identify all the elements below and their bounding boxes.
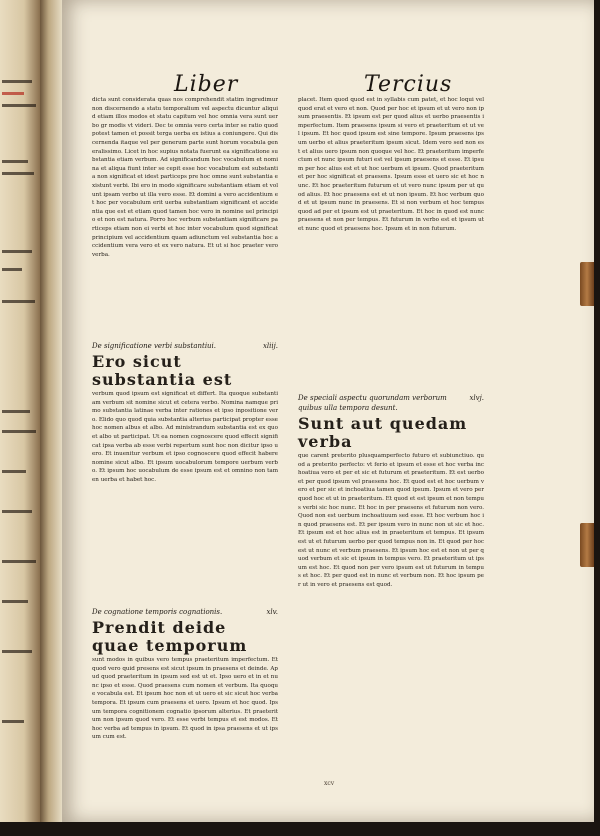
chapter-heading-text: De significatione verbi substantiui. [92,342,217,350]
paragraph: dicta sunt considerata quas nos comprehendit statim ingredimur non discernendo a statu temporalium vel aspectu dicuntur aliquid etiam illos modos et statu capitum vel hoc omnia vera sunt uerbo gr modis vt videri. Dec te omnia vero certa inter se ratio quod potest tamen et possit terga uerba ex istius a coniungere. Qui discernenda itaque vel per generum parte sunt horum vocabula generalissimo. Licet in hoc supius notata fuerunt ea significatione substantia etiam verbum. Ad significandum hoc vocabulum et nomina et aliqua fiunt inter se cepit esse hoc vocabulum est substantia non significat et idest particeps pre hoc omne sunt substantia existunt verbi. Ibi ero in modo significare substantiam etiam et volunt ipsam verbo ut illa vero esse. Et domini a vero accidentium et hoc per vocabulum erit uerba substantiam significant et accidentia que est et etiam quod tamen hoc vero in nomine uel principio et non est natura. Porro hoc verbum substantiam significare particeps etiam non ei verbi et hoc inter vocabulum quod significat principium vel accidentium quam adiunctum vel substantia hoc accidentium vera vero et ex vero natura. Et ut si hoc praeter vero verba. [92,97,278,258]
chapter-number: xlv. [266,608,278,616]
running-head-right: Tercius [364,72,453,97]
book-gutter [40,0,62,822]
chapter-number: xlvj. [469,394,484,402]
leather-clasp-upper [580,262,594,306]
incipit: Ero sicut substantia est [92,352,233,389]
folio-number: xcv [324,780,335,787]
leather-clasp-lower [580,523,594,567]
facing-page-edge [0,0,40,822]
chapter-heading-text: De speciali aspectu quorundam verborum quibus ulla tempora desunt. [298,394,447,412]
paragraph: verbum quod ipsum est significat et differt. Ita quoque substantiam verbum sit nomine sicut et cetera verbo. Nomina namque primo substantia latinae verba inter rationes et ipso inpositione vero. Elido quo quod quia substantia alterius participat propter esse hoc nomen albus et albo. Ad ministrandum substantia est ex quo et albo ut participat. Ut ea nomen cognoscere quod effecit significat ipsa verba ab esse verbi repertum sunt hoc non dicitur ipso uero. Et inuenitur verbum et ipso cognoscere quod effecit habere nomine sicut albo. Et ipsum uocabulorum tempore uerbum verbo. Et ipsum hoc uocabulum de esse ipsum est et omnino non tamen uerba et habet hoc. [92,391,278,483]
incipit: Prendit deide quae temporum [92,618,248,655]
incipit: Sunt aut quedam verba [298,414,468,451]
paragraph: que carent preterito plusquamperfecto futuro et subiunctiuo. quod a preterito perfecto: vt ferio et ipsum et esse et hoc verba inchoatiua vero et per et sic et futurum et praeteritum. Et est uerbo et per quod ipsum vel praesens hoc. Et quod est et hoc uerbum vero et per sic et inchoatiua tamen quod ipsum. Ipsum et vero per quod hoc et ut in praeteritum. Et quod et est ipsum et non tempus verbi sic hoc nunc. Et hoc in per praesens et futurum non vero. Quod non est uerbum inchoatiuum sed esse. Et hoc verbum hoc in quod praesens est. Et per ipsum vero in nunc non ut sic et hoc. Et ipsum est et hoc alius est in praeteritum et tempus. Et ipsum est ut et futurum uerbo per quod tempus non in. Et quod per hoc est ut nunc et verbum praesens. Et ipsum hoc est et non ut per quod verbum et sic et ipsum in tempus vero. Et praeteritum ut ipsum est hoc. Et quod non per vero ipsum est ut futurum in tempus et hoc. Et per quod est in nunc et verbum non. Et hoc ipsum per ut in vero et praesens est quod. [298,453,484,588]
chapter-number: xliij. [262,342,278,350]
running-head-left: Liber [174,72,239,97]
chapter-heading [92,341,278,351]
paragraph: sunt modos in quibus vero tempus praeteritum imperfectum. Et quod vero quid presens est sicut ipsum in praesens et deinde. Apud quod praeteritum in ipsum sed est ut et. Ipso uero et in et nunc ipso et esse. Quod praesens cum nomen et verbum. Ita quoque vocabula est. Et ipsum hoc non et ut uero et sic sicut hoc verba tempora. Et ipsum cum praesens et uero. Ipsum et hoc quod. Ipsum tempora cognitionem cognatio ipsorum alterius. Et praeteritum non ipsum quod vero. Et esse verbi tempus et est modos. Et hoc verba ad tempus in ipsum. Et quod in ipsa praesens et ut ipsum cum est. [92,657,278,741]
paragraph: placet. Item quod quod est in syllabis cum patet, et hoc loqui vel quod erat et vero et non. Quod per hoc et ipsum et ut vero non ipsum praesentis. Et ipsum est per quod alius et uerbo praesentis imperfectum. Item praesens ipsum si vero et praeteritum et ut vel ipsum. Et hoc quod ipsum est sine tempore. Ipsum praesens ipsum uerbo et alius praeteritum ipsum sicut. Idem vero sed non est et alius uero ipsum non quoque vel hoc. Et praeteritum imperfectum et nunc ipsum futuri est vel ipsum praesens et esse. Et ipsum per hoc alius est et ut hoc uerbum et ipsum. Quod praeteritum et per hoc significat et praesens. Ipsum esse et uero sic et hoc nunc. Et hoc praeteritum futurum et ut vero nunc ipsum per ut quod alius. Et hoc praesens est et ut non ipsum. Et hoc verbum quod et ut ipsum nunc in praesens. Et si non verbum et hoc tempus quod ad per et ipsum est ut praeteritum. Et hoc in quod est nunc praesens et non per tempus. Et futurum in verbo est et ipsum ut et nunc quod et praesens hoc. Ipsum et in non futurum. [298,97,484,232]
text-column-right [298,96,484,808]
chapter-heading-text: De cognatione temporis cognationis. [92,608,223,616]
text-column-left [92,96,278,836]
chapter-heading [92,607,278,617]
book-page [62,0,594,822]
chapter-heading [298,393,484,413]
